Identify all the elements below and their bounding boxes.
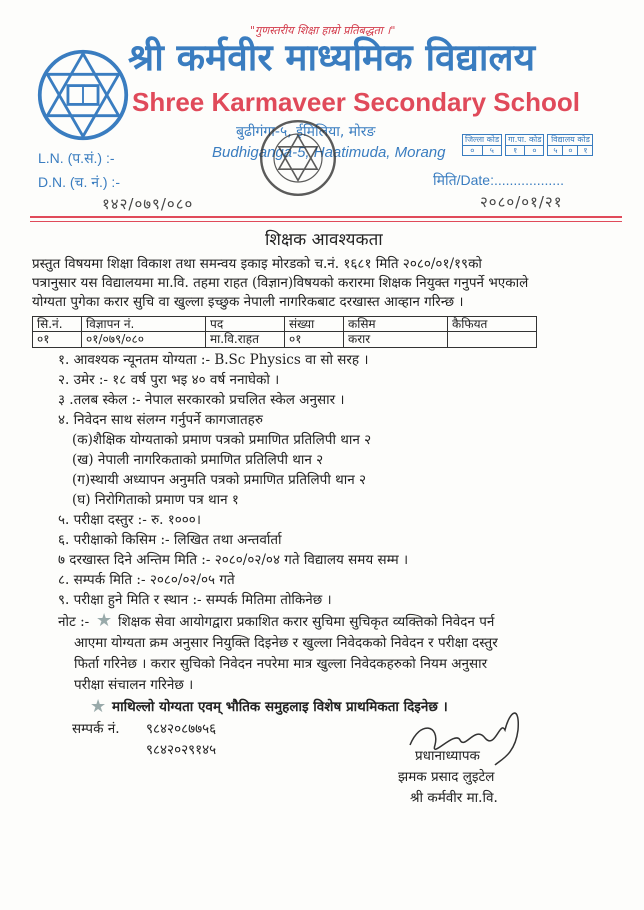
signatory-title: प्रधानाध्यापक	[415, 748, 480, 764]
dn-value: १४२/०७९/०८०	[102, 195, 194, 213]
date-label: मिति/Date:..................	[433, 172, 564, 188]
note-label: नोट :-	[58, 614, 90, 630]
school-logo-icon	[36, 48, 130, 142]
code-boxes	[462, 134, 593, 156]
municipality-code	[505, 134, 544, 156]
dn-label: D.N. (च. नं.) :-	[38, 174, 120, 190]
notice-heading: शिक्षक आवश्यकता	[265, 230, 383, 250]
list-item: १. आवश्यक न्यूनतम योग्यता :- B.Sc Physics वा सो सरह ।	[58, 352, 369, 368]
contact-label: सम्पर्क नं.	[72, 721, 120, 737]
priority-note: माथिल्लो योग्यता एवम् भौतिक समुहलाइ विशेष प्राथमिकता दिइनेछ ।	[112, 699, 448, 715]
school-code	[547, 134, 593, 156]
cell: ०१	[285, 332, 344, 347]
header-cell: सि.नं.	[33, 317, 82, 332]
star-icon: ★	[90, 696, 107, 717]
list-item: ७ दरखास्त दिने अन्तिम मिति :- २०८०/०२/०४ गते विद्यालय समय सम्म ।	[58, 552, 409, 568]
header-cell: विज्ञापन नं.	[82, 317, 206, 332]
code-label: जिल्ला कोड	[465, 135, 500, 144]
header-cell: कसिम	[344, 317, 448, 332]
code-digits	[506, 146, 543, 156]
school-seal-stamp	[258, 118, 338, 198]
tagline: "गुणस्तरीय शिक्षा हाम्रो प्रतिबद्धता ।"	[250, 24, 396, 37]
header-cell: संख्या	[285, 317, 344, 332]
list-subitem: (घ) निरोगिताको प्रमाण पत्र थान १	[72, 492, 239, 508]
header-divider	[30, 221, 622, 222]
list-item: ४. निवेदन साथ संलग्न गर्नुपर्ने कागजातहरु	[58, 412, 263, 428]
school-name-nepali: श्री कर्मवीर माध्यमिक विद्यालय	[128, 36, 536, 79]
list-item: ८. सम्पर्क मिति :- २०८०/०२/०५ गते	[58, 572, 235, 588]
vacancy-table	[32, 316, 537, 348]
header-cell: कैफियत	[448, 317, 537, 332]
code-digit: ०	[463, 146, 483, 156]
contact-number: ९८४२०८७७५६	[146, 721, 217, 737]
contact-number: ९८४२०२९१४५	[146, 742, 217, 758]
code-digits	[548, 146, 592, 156]
code-digit: १	[583, 145, 588, 155]
school-name-english: Shree Karmaveer Secondary School	[132, 87, 580, 117]
table-header-row	[33, 317, 537, 332]
star-icon: ★	[96, 610, 113, 631]
cell	[448, 332, 537, 347]
cell: करार	[344, 332, 448, 347]
table-row	[33, 332, 537, 347]
intro-line: पत्रानुसार यस विद्यालयमा मा.वि. तहमा राहत (विज्ञान)विषयको करारमा शिक्षक नियुक्त गनुपर्ने भएकाले	[32, 275, 529, 291]
code-digit: १	[506, 146, 525, 156]
header-cell: पद	[206, 317, 285, 332]
header-divider	[30, 216, 622, 218]
list-item: २. उमेर :- १८ वर्ष पुरा भइ ४० वर्ष ननाघेको ।	[58, 372, 280, 388]
list-item: ५. परीक्षा दस्तुर :- रु. १०००।	[58, 512, 201, 528]
code-label: विद्यालय कोड	[548, 135, 592, 146]
address-nepali: बुढीगंगा-५, ईमिलिया, मोरङ	[236, 124, 376, 140]
note-line: आएमा योग्यता क्रम अनुसार नियुक्ति दिइनेछ र खुल्ला निवेदकको निवेदन र परीक्षा दस्तुर	[74, 635, 498, 651]
code-digit: ०	[532, 145, 537, 155]
address-english: Budhiganga-5, Haatimuda, Morang	[212, 144, 446, 161]
signatory-school: श्री कर्मवीर मा.वि.	[410, 790, 498, 806]
intro-line: प्रस्तुत विषयमा शिक्षा विकाश तथा समन्वय इकाइ मोरडको च.नं. १६८१ मिति २०८०/०१/१९को	[32, 256, 482, 272]
code-digit: ५	[548, 146, 563, 156]
code-digits	[463, 146, 501, 156]
list-item: ९. परीक्षा हुने मिति र स्थान :- सम्पर्क मितिमा तोकिनेछ ।	[58, 592, 332, 608]
list-item: ३ .तलब स्केल :- नेपाल सरकारको प्रचलित स्केल अनुसार ।	[58, 392, 345, 408]
ln-label: L.N. (प.सं.) :-	[38, 150, 115, 166]
list-subitem: (ग)स्थायी अध्यापन अनुमति पत्रको प्रमाणित प्रतिलिपी थान २	[72, 472, 367, 488]
list-item: ६. परीक्षाको किसिम :- लिखित तथा अन्तर्वार्ता	[58, 532, 282, 548]
code-label: गा.पा. कोड	[508, 135, 542, 144]
code-digit: ५	[489, 145, 494, 155]
code-digit: ०	[563, 146, 578, 156]
list-subitem: (ख) नेपाली नागरिकताको प्रमाणित प्रतिलिपी थान २	[72, 452, 324, 468]
cell: ०१/०७९/०८०	[82, 332, 206, 347]
cell: ०१	[33, 332, 82, 347]
list-subitem: (क)शैक्षिक योग्यताको प्रमाण पत्रको प्रमाणित प्रतिलिपी थान २	[72, 432, 372, 448]
signatory-name: झमक प्रसाद लुइटेल	[398, 769, 495, 785]
date-value: २०८०/०१/२१	[480, 193, 563, 211]
cell: मा.वि.राहत	[206, 332, 285, 347]
note-line: शिक्षक सेवा आयोगद्वारा प्रकाशित करार सुचिमा सुचिकृत व्यक्तिको निवेदन पर्न	[118, 614, 495, 630]
note-line: परीक्षा संचालन गरिनेछ ।	[74, 677, 194, 693]
district-code	[462, 134, 502, 156]
intro-line: योग्यता पुगेका करार सुचि वा खुल्ला इच्छुक नेपाली नागरिकबाट दरखास्त आव्हान गरिन्छ ।	[32, 294, 464, 310]
note-line: फिर्ता गरिनेछ । करार सुचिको निवेदन नपरेमा मात्र खुल्ला निवेदकहरुको नियम अनुसार	[74, 656, 488, 672]
